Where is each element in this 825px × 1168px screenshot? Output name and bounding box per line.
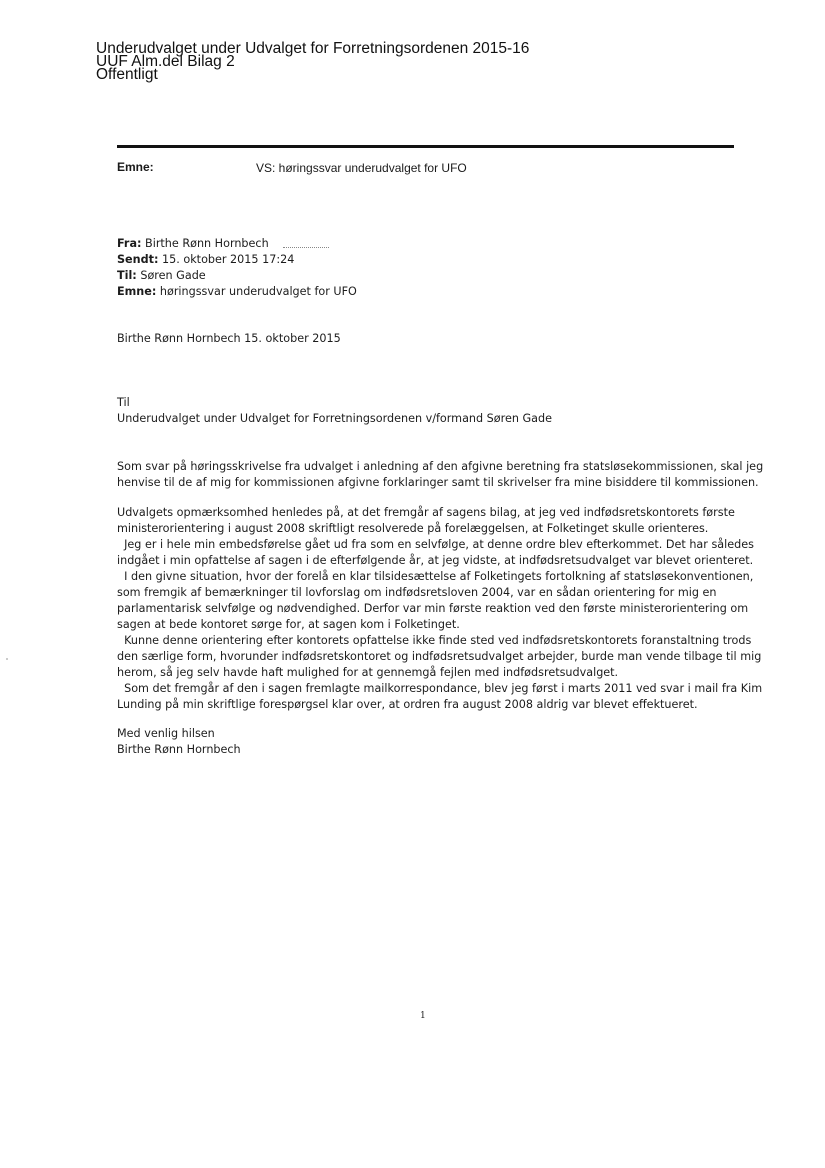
recipient-block	[117, 395, 552, 427]
email-header	[117, 236, 357, 300]
from-line	[117, 236, 357, 252]
header-divider	[117, 145, 734, 148]
paragraph-line: parlamentarisk selvfølge og nødvendighed. Derfor var min første reaktion ved den første ministerorientering om	[117, 602, 749, 615]
subject-label: Emne:	[117, 285, 157, 298]
document-stamp	[96, 42, 529, 81]
from-value: Birthe Rønn Hornbech	[145, 237, 269, 250]
scan-artifact	[6, 658, 8, 660]
stamp-public-line: Offentligt	[96, 66, 158, 83]
paragraph-line: den særlige form, hvorunder indfødsretskontoret og indfødsretsudvalget arbejder, burde man vende tilbage til mig	[117, 650, 762, 663]
paragraph-main	[117, 505, 762, 713]
redacted-address	[283, 241, 329, 248]
recipient-til: Til	[117, 396, 130, 409]
sent-line	[117, 252, 357, 268]
paragraph-intro	[117, 459, 763, 491]
paragraph-line: Som svar på høringsskrivelse fra udvalget i anledning af den afgivne beretning fra statsløsekommissionen, skal jeg	[117, 460, 764, 473]
paragraph-line: Kunne denne orientering efter kontorets opfattelse ikke finde sted ved indfødsretskontorets foranstaltning trods	[117, 634, 752, 647]
paragraph-line: ministerorientering i august 2008 skriftligt resolverede på forelæggelsen, at Folketinget skulle orienteres.	[117, 522, 709, 535]
recipient-name: Underudvalget under Udvalget for Forretningsordenen v/formand Søren Gade	[117, 412, 553, 425]
to-label: Til:	[117, 269, 137, 282]
paragraph-line: Udvalgets opmærksomhed henledes på, at det fremgår af sagens bilag, at jeg ved indfødsretskontorets første	[117, 506, 735, 519]
closing-block	[117, 726, 241, 758]
paragraph-line: henvise til de af mig for kommissionen afgivne forklaringer samt til skrivelser fra mine bisiddere til kommissionen.	[117, 476, 759, 489]
forward-subject-value: VS: høringssvar underudvalget for UFO	[256, 161, 467, 175]
paragraph-line: Jeg er i hele min embedsførelse gået ud fra som en selvfølge, at denne ordre blev efterkommet. Det har således	[117, 538, 754, 551]
paragraph-line: Som det fremgår af den i sagen fremlagte mailkorrespondance, blev jeg først i marts 2011 ved svar i mail fra Kim	[117, 682, 763, 695]
paragraph-line: I den givne situation, hvor der forelå en klar tilsidesættelse af Folketingets fortolkning af statsløsekonventionen,	[117, 570, 754, 583]
paragraph-line: indgået i min opfattelse af sagen i de efterfølgende år, at jeg vidste, at indfødsretsudvalget var blevet orienteret.	[117, 554, 754, 567]
to-line	[117, 268, 357, 284]
to-value: Søren Gade	[140, 269, 206, 282]
sent-label: Sendt:	[117, 253, 159, 266]
subject-value: høringssvar underudvalget for UFO	[159, 285, 357, 298]
paragraph-line: herom, så jeg selv havde haft mulighed for at gennemgå fejlen med indfødsretsudvalget.	[117, 666, 619, 679]
paragraph-line: som fremgik af bemærkninger til lovforslag om indfødsretsloven 2004, var en sådan orientering for mig en	[117, 586, 717, 599]
stamp-committee-line: Underudvalget under Udvalget for Forretningsordenen 2015-16	[96, 40, 530, 57]
page-number: 1	[420, 1011, 426, 1021]
stamp-reference-line: UUF Alm.del Bilag 2	[96, 53, 235, 70]
subject-line	[117, 284, 357, 300]
paragraph-line: Lunding på min skriftlige forespørgsel klar over, at ordren fra august 2008 aldrig var blevet effektueret.	[117, 698, 698, 711]
closing-signature: Birthe Rønn Hornbech	[117, 743, 241, 756]
paragraph-line: sagen at bede kontoret sørge for, at sagen kom i Folketinget.	[117, 618, 460, 631]
date-line: Birthe Rønn Hornbech 15. oktober 2015	[117, 332, 341, 345]
forward-subject-label: Emne:	[117, 160, 154, 174]
sent-value: 15. oktober 2015 17:24	[162, 253, 295, 266]
from-label: Fra:	[117, 237, 142, 250]
closing-greeting: Med venlig hilsen	[117, 727, 215, 740]
